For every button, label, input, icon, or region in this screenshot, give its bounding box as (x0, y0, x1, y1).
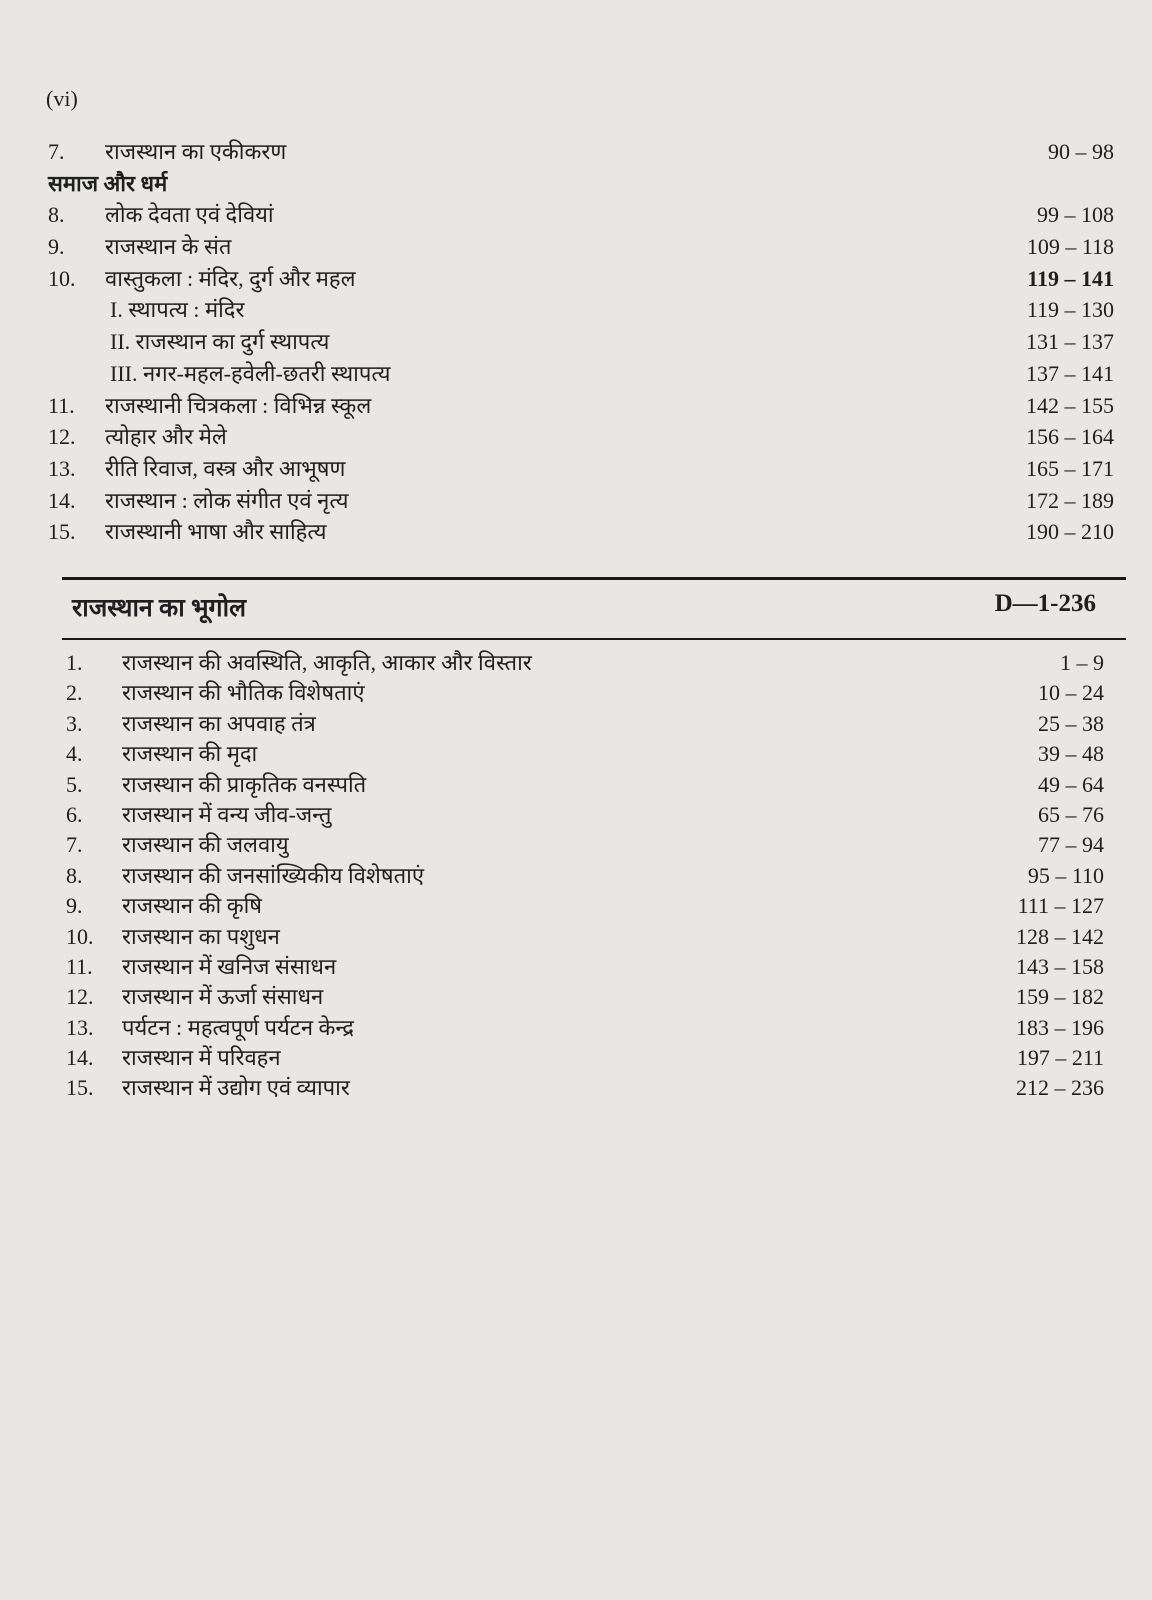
contents-row (66, 891, 1104, 921)
contents-row (66, 800, 1104, 830)
contents-row (66, 952, 1104, 982)
contents-row (66, 1013, 1104, 1043)
page-range: 165 – 171 (1026, 455, 1114, 481)
chapter-title: समाज और धर्म (48, 170, 168, 196)
chapter-title: राजस्थान में परिवहन (122, 1045, 281, 1071)
chapter-title: राजस्थान का एकीकरण (105, 139, 287, 164)
page-range: 156 – 164 (1026, 424, 1114, 450)
chapter-number: 8. (66, 862, 83, 888)
page-range: 197 – 211 (1016, 1045, 1104, 1071)
contents-row (48, 263, 1114, 295)
chapter-number: 7. (66, 832, 83, 858)
chapter-number: 7. (48, 139, 65, 164)
contents-row (66, 1073, 1104, 1103)
page-range: 183 – 196 (1016, 1014, 1104, 1040)
page-number: (vi) (46, 86, 78, 111)
chapter-title: राजस्थान की भौतिक विशेषताएं (122, 680, 365, 706)
page-range: 119 – 141 (1027, 265, 1114, 291)
page-range: 25 – 38 (1038, 710, 1104, 736)
chapter-title: राजस्थान की प्राकृतिक वनस्पति (122, 771, 367, 797)
contents-row (66, 982, 1104, 1012)
chapter-number: 14. (48, 487, 76, 513)
contents-row (66, 739, 1104, 769)
contents-row (66, 709, 1104, 739)
chapter-title: III. नगर-महल-हवेली-छतरी स्थापत्य (110, 360, 391, 386)
page-range: 131 – 137 (1026, 329, 1114, 355)
chapter-title: राजस्थान की अवस्थिति, आकृति, आकार और विस्तार (122, 650, 532, 675)
contents-row (48, 358, 1114, 390)
contents-row (48, 326, 1114, 358)
page-range: 137 – 141 (1026, 360, 1114, 386)
chapter-number: 15. (66, 1075, 94, 1101)
page-range: 159 – 182 (1016, 984, 1104, 1010)
section-divider-top (62, 577, 1126, 580)
page-range: 65 – 76 (1038, 801, 1104, 827)
subsection-heading (48, 168, 1114, 200)
chapter-title: I. स्थापत्य : मंदिर (110, 297, 245, 323)
chapter-number: 13. (66, 1014, 94, 1040)
contents-row (66, 648, 1104, 678)
chapter-title: II. राजस्थान का दुर्ग स्थापत्य (110, 329, 330, 355)
chapter-number: 9. (66, 893, 83, 919)
chapter-number: 12. (48, 424, 76, 450)
chapter-number: 8. (48, 202, 65, 228)
contents-row (66, 770, 1104, 800)
chapter-number: 1. (66, 650, 83, 675)
contents-row (48, 294, 1114, 326)
section-divider-bottom (62, 638, 1126, 640)
chapter-title: राजस्थान की जनसांख्यिकीय विशेषताएं (122, 862, 424, 888)
chapter-title: रीति रिवाज, वस्त्र और आभूषण (105, 455, 346, 481)
contents-row (66, 861, 1104, 891)
chapter-title: राजस्थान की जलवायु (122, 832, 289, 858)
contents-row (66, 1043, 1104, 1073)
page-range: 172 – 189 (1026, 487, 1114, 513)
chapter-title: राजस्थान का पशुधन (122, 923, 280, 949)
page-range: 111 – 127 (1017, 893, 1104, 919)
chapter-number: 4. (66, 741, 83, 767)
contents-list-culture (48, 136, 1114, 548)
chapter-number: 10. (66, 923, 94, 949)
chapter-number: 12. (66, 984, 94, 1010)
page-range: 190 – 210 (1026, 519, 1114, 545)
chapter-title: राजस्थान में खनिज संसाधन (122, 953, 337, 979)
page-range: 39 – 48 (1038, 741, 1104, 767)
contents-list-geography (66, 648, 1104, 1104)
page-range: 109 – 118 (1026, 234, 1114, 260)
chapter-title: राजस्थान की कृषि (122, 893, 263, 919)
chapter-number: 10. (48, 265, 76, 291)
contents-row (48, 421, 1114, 453)
contents-row (48, 453, 1114, 485)
page-range: 119 – 130 (1026, 297, 1114, 323)
chapter-title: वास्तुकला : मंदिर, दुर्ग और महल (105, 265, 356, 291)
page-range: 128 – 142 (1016, 923, 1104, 949)
contents-row (66, 922, 1104, 952)
page-range: 143 – 158 (1016, 953, 1104, 979)
chapter-title: राजस्थान के संत (105, 234, 232, 260)
page-range: 77 – 94 (1038, 832, 1104, 858)
chapter-number: 9. (48, 234, 65, 260)
chapter-title: राजस्थान में वन्य जीव-जन्तु (122, 801, 332, 827)
contents-row (66, 830, 1104, 860)
chapter-number: 15. (48, 519, 76, 545)
chapter-number: 11. (66, 953, 93, 979)
page-range: 142 – 155 (1026, 392, 1114, 418)
chapter-title: राजस्थान की मृदा (122, 741, 258, 767)
page-range: 90 – 98 (1048, 139, 1114, 164)
chapter-number: 14. (66, 1045, 94, 1071)
contents-row (48, 231, 1114, 263)
chapter-title: लोक देवता एवं देवियां (105, 202, 274, 228)
chapter-title: राजस्थान में ऊर्जा संसाधन (122, 984, 324, 1010)
chapter-title: राजस्थानी चित्रकला : विभिन्न स्कूल (105, 392, 372, 418)
chapter-title: राजस्थान में उद्योग एवं व्यापार (122, 1075, 350, 1101)
contents-row (48, 485, 1114, 517)
chapter-number: 3. (66, 710, 83, 736)
chapter-title: पर्यटन : महत्वपूर्ण पर्यटन केन्द्र (122, 1014, 354, 1040)
section-page-range: D—1-236 (994, 590, 1096, 617)
chapter-title: राजस्थान का अपवाह तंत्र (122, 710, 316, 736)
chapter-title: त्योहार और मेले (105, 424, 227, 450)
chapter-title: राजस्थान : लोक संगीत एवं नृत्य (105, 487, 349, 513)
chapter-number: 5. (66, 771, 83, 797)
page-range: 212 – 236 (1016, 1075, 1104, 1101)
contents-row (48, 390, 1114, 422)
chapter-number: 2. (66, 680, 83, 706)
contents-row (48, 516, 1114, 548)
contents-row (48, 136, 1114, 168)
chapter-title: राजस्थानी भाषा और साहित्य (105, 519, 327, 545)
page-range: 10 – 24 (1038, 680, 1104, 706)
page-range: 49 – 64 (1038, 771, 1104, 797)
contents-row (66, 678, 1104, 708)
chapter-number: 11. (48, 392, 75, 418)
contents-row (48, 199, 1114, 231)
page-range: 99 – 108 (1037, 202, 1114, 228)
page-range: 95 – 110 (1027, 862, 1104, 888)
page-range: 1 – 9 (1060, 650, 1104, 675)
chapter-number: 13. (48, 455, 76, 481)
section-heading: राजस्थान का भूगोल (72, 595, 247, 622)
chapter-number: 6. (66, 801, 83, 827)
